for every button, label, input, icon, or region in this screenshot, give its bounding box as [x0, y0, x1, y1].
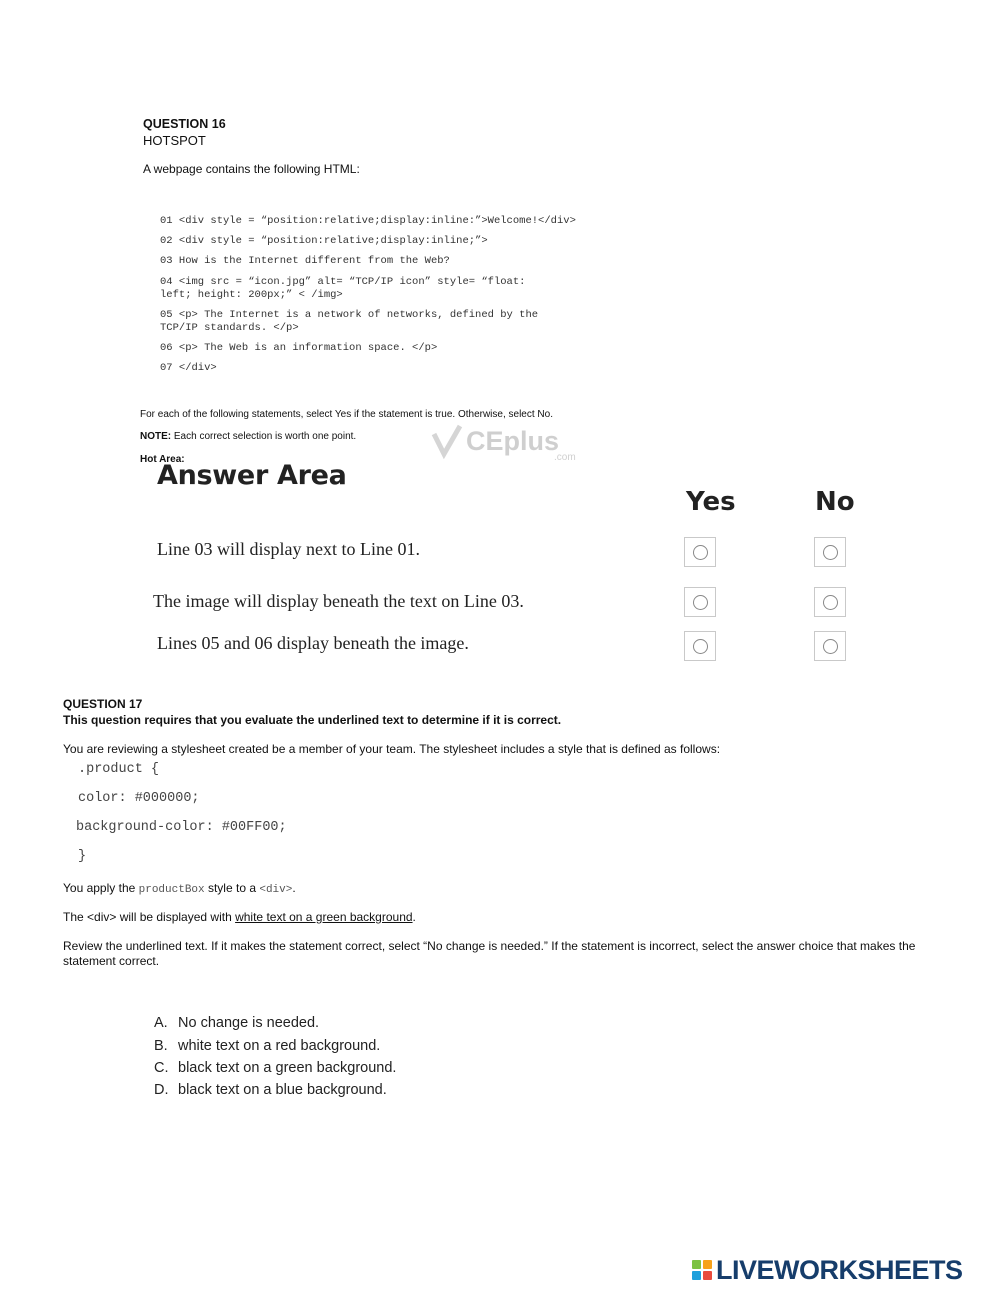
- css-line: color: #000000;: [78, 791, 200, 806]
- radio-circle-icon: [823, 639, 838, 654]
- code-line: 05 <p> The Internet is a network of networks, defined by the: [160, 309, 539, 321]
- choice-letter: A.: [154, 1015, 168, 1031]
- question-16-title: QUESTION 16: [143, 117, 226, 131]
- code-line: 04 <img src = “icon.jpg” alt= “TCP/IP icon” style= “float:: [160, 276, 526, 288]
- question-17-title: QUESTION 17: [63, 697, 143, 711]
- radio-circle-icon: [693, 639, 708, 654]
- statement-2: The image will display beneath the text on Line 03.: [153, 591, 524, 611]
- code-line: TCP/IP standards. </p>: [160, 322, 299, 334]
- statement-3-no-radio[interactable]: [814, 631, 846, 661]
- column-no-header: No: [815, 487, 855, 517]
- liveworksheets-grid-icon: [692, 1260, 712, 1280]
- choice-text: black text on a green background.: [178, 1060, 397, 1076]
- choice-text: No change is needed.: [178, 1015, 320, 1031]
- review-instruction-line-1: Review the underlined text. If it makes the statement correct, select “No change is needed.” If the statement is incorrect, select the answer choice that makes the: [63, 939, 916, 953]
- choice-d[interactable]: [154, 1082, 387, 1098]
- apply-prefix: You apply the: [63, 881, 139, 895]
- code-line: left; height: 200px;” < /img>: [160, 289, 343, 301]
- watermark-suffix: .com: [554, 452, 576, 463]
- apply-class: productBox: [138, 884, 205, 896]
- choice-c[interactable]: [154, 1060, 396, 1076]
- liveworksheets-logo: [692, 1255, 963, 1285]
- liveworksheets-logo-text: LIVEWORKSHEETS: [716, 1254, 963, 1285]
- css-line: .product {: [78, 762, 160, 777]
- radio-circle-icon: [823, 545, 838, 560]
- answer-area-title: Answer Area: [157, 460, 347, 491]
- choice-letter: D.: [154, 1082, 169, 1098]
- code-line: 02 <div style = “position:relative;display:inline;”>: [160, 235, 488, 247]
- apply-statement: [63, 881, 296, 896]
- statement-1-no-radio[interactable]: [814, 537, 846, 567]
- column-yes-header: Yes: [686, 487, 736, 517]
- watermark-brand: CEplus: [466, 426, 560, 456]
- radio-circle-icon: [823, 595, 838, 610]
- choice-text: white text on a red background.: [178, 1038, 381, 1054]
- choice-text: black text on a blue background.: [178, 1082, 387, 1098]
- apply-suffix: .: [292, 881, 296, 895]
- code-line: 07 </div>: [160, 362, 217, 374]
- radio-circle-icon: [693, 595, 708, 610]
- note-body: Each correct selection is worth one point.: [171, 431, 357, 442]
- statement-1-yes-radio[interactable]: [684, 537, 716, 567]
- question-16-type: HOTSPOT: [143, 133, 206, 148]
- code-line: 06 <p> The Web is an information space. </p>: [160, 342, 438, 354]
- note-text: [140, 431, 356, 442]
- css-line: background-color: #00FF00;: [76, 820, 287, 835]
- choice-a[interactable]: [154, 1015, 319, 1031]
- display-suffix: .: [412, 910, 416, 924]
- statement-3-yes-radio[interactable]: [684, 631, 716, 661]
- apply-tag: <div>: [259, 884, 293, 896]
- review-instruction-line-2: statement correct.: [63, 954, 160, 968]
- code-line: 03 How is the Internet different from the Web?: [160, 255, 450, 267]
- choice-letter: C.: [154, 1060, 169, 1076]
- note-label: NOTE:: [140, 431, 172, 442]
- choice-b[interactable]: [154, 1038, 380, 1054]
- statement-2-no-radio[interactable]: [814, 587, 846, 617]
- ceplus-logo-icon: [430, 420, 590, 464]
- statement-3: Lines 05 and 06 display beneath the image.: [157, 633, 469, 653]
- ceplus-watermark: [430, 420, 590, 464]
- instruction-text: For each of the following statements, select Yes if the statement is true. Otherwise, select No.: [140, 409, 553, 420]
- radio-circle-icon: [693, 545, 708, 560]
- display-statement: [63, 910, 416, 924]
- statement-2-yes-radio[interactable]: [684, 587, 716, 617]
- hot-area-label: Hot Area:: [140, 454, 185, 465]
- question-17-subtitle: This question requires that you evaluate the underlined text to determine if it is correct.: [63, 713, 562, 727]
- choice-letter: B.: [154, 1038, 168, 1054]
- display-prefix: The <div> will be displayed with: [63, 910, 236, 924]
- question-17-intro: You are reviewing a stylesheet created be a member of your team. The stylesheet includes a style that is defined as follows:: [63, 742, 721, 756]
- statement-1: Line 03 will display next to Line 01.: [157, 539, 420, 559]
- code-line: 01 <div style = “position:relative;display:inline:”>Welcome!</div>: [160, 215, 576, 227]
- underlined-text: white text on a green background: [235, 910, 413, 924]
- css-line: }: [78, 849, 87, 864]
- question-16-intro: A webpage contains the following HTML:: [143, 162, 360, 176]
- apply-mid: style to a: [204, 881, 260, 895]
